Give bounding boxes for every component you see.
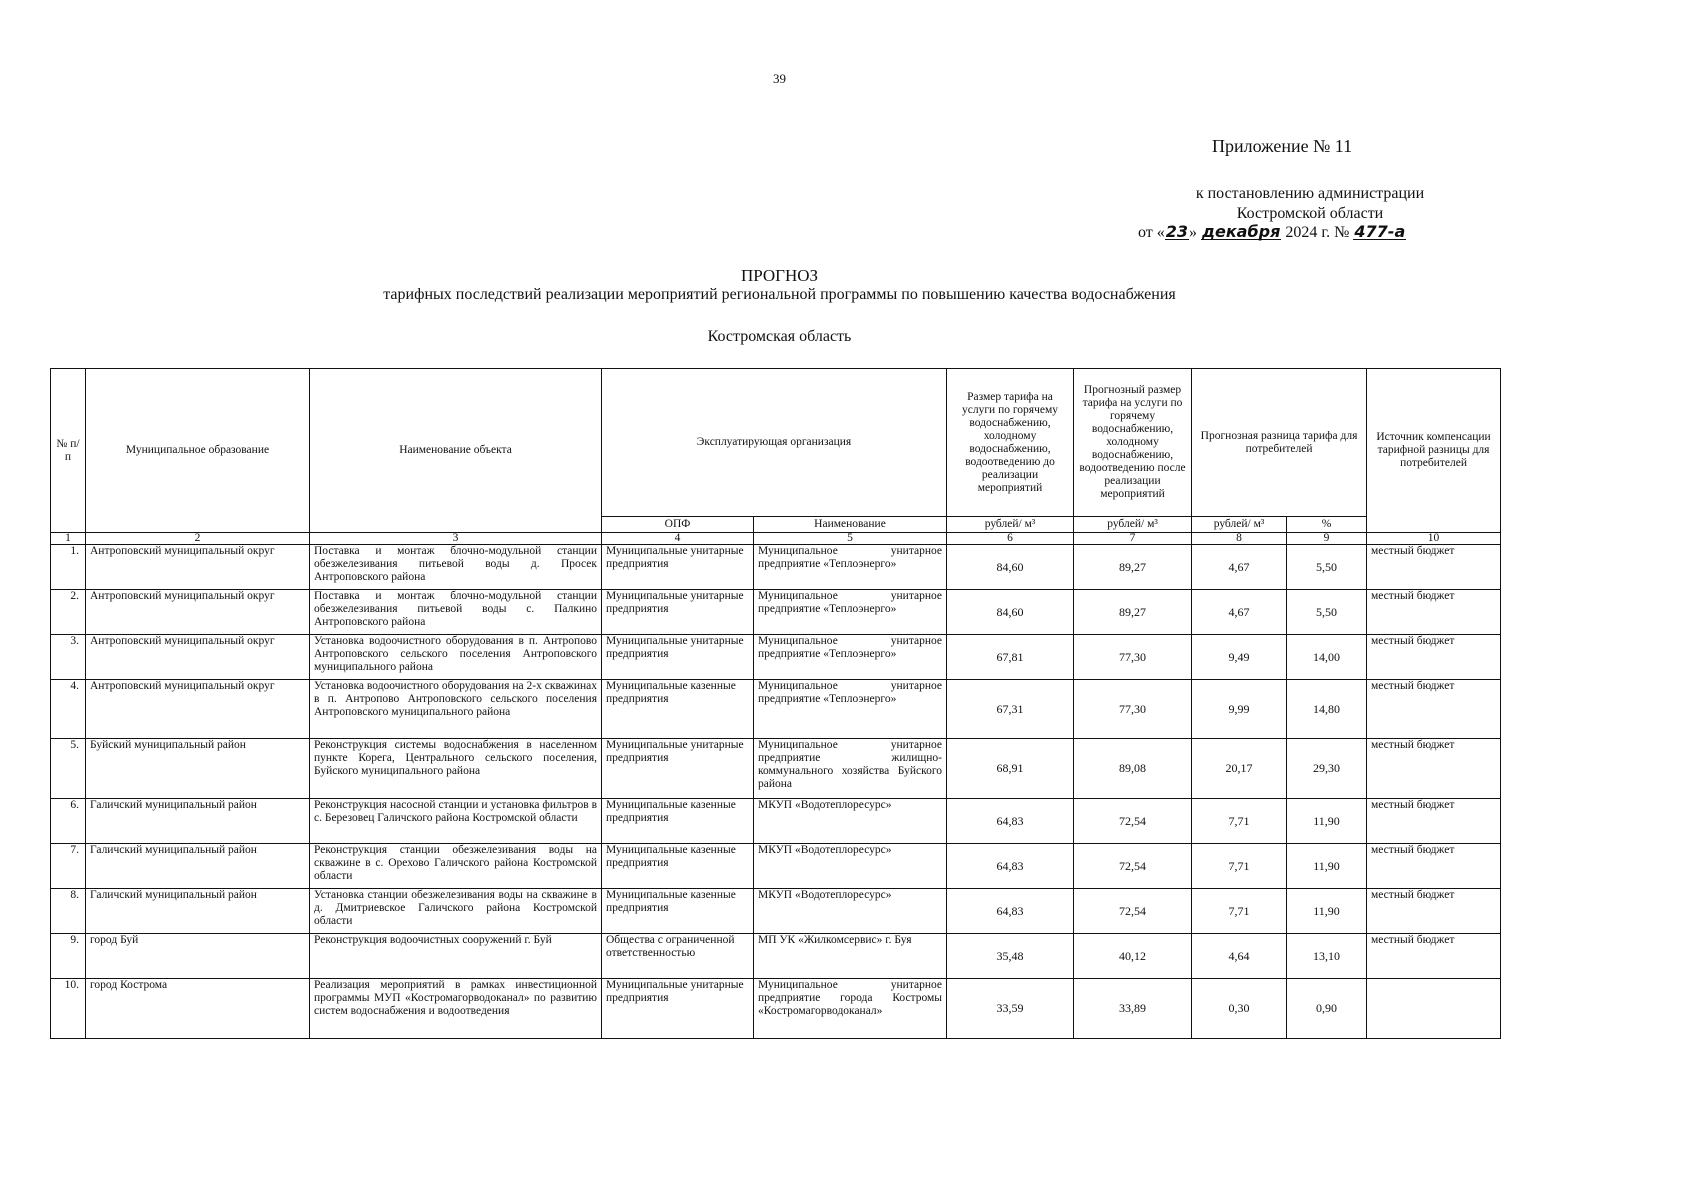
table-row [51,545,1501,590]
tariff-before-cell: 35,48 [947,934,1074,979]
difference-rub-cell: 9,99 [1192,680,1287,739]
difference-pct-cell: 11,90 [1287,844,1367,889]
header-tariff-before: Размер тарифа на услуги по горячему водоснабжению, холодному водоснабжению, водоотведению до реализации мероприятий [947,369,1074,517]
object-cell: Реконструкция водоочистных сооружений г. Буй [310,934,602,979]
region-name: Костромская область [707,328,852,345]
column-number: 9 [1287,533,1367,545]
organization-cell: МП УК «Жилкомсервис» г. Буя [754,934,947,979]
tariff-forecast-table [50,368,1501,1039]
handwritten-number: 477-а [1354,222,1406,241]
tariff-before-cell: 67,31 [947,680,1074,739]
source-cell: местный бюджет [1367,739,1501,799]
header-object: Наименование объекта [310,369,602,533]
table-row [51,979,1501,1039]
page-number: 39 [773,71,786,86]
column-number: 1 [51,533,86,545]
organization-cell: МКУП «Водотеплоресурс» [754,799,947,844]
column-number-row [51,533,1501,545]
table-row [51,590,1501,635]
opf-cell: Муниципальные унитарные предприятия [602,545,754,590]
object-cell: Реконструкция системы водоснабжения в населенном пункте Корега, Центрального сельского поселения, Буйского муниципального района [310,739,602,799]
difference-rub-cell: 4,67 [1192,590,1287,635]
tariff-after-cell: 89,27 [1074,545,1192,590]
tariff-before-cell: 64,83 [947,889,1074,934]
source-cell: местный бюджет [1367,799,1501,844]
column-number: 5 [754,533,947,545]
header-org-name: Наименование [754,517,947,533]
table-row [51,739,1501,799]
decree-line-2: Костромской области [1236,205,1384,222]
difference-pct-cell: 11,90 [1287,889,1367,934]
column-number: 2 [86,533,310,545]
difference-pct-cell: 14,00 [1287,635,1367,680]
municipality-cell: Антроповский муниципальный округ [86,545,310,590]
opf-cell: Муниципальные унитарные предприятия [602,590,754,635]
column-number: 10 [1367,533,1501,545]
difference-rub-cell: 4,67 [1192,545,1287,590]
difference-pct-cell: 5,50 [1287,545,1367,590]
header-unit-after: рублей/ м³ [1074,517,1192,533]
organization-cell: МКУП «Водотеплоресурс» [754,844,947,889]
header-difference: Прогнозная разница тарифа для потребителей [1192,369,1367,517]
header-municipality: Муниципальное образование [86,369,310,533]
municipality-cell: Галичский муниципальный район [86,889,310,934]
difference-rub-cell: 7,71 [1192,889,1287,934]
row-number: 2. [51,590,86,635]
header-org: Эксплуатирующая организация [602,369,947,517]
document-subtitle: тарифных последствий реализации мероприятий региональной программы по повышению качества водоснабжения [383,286,1176,303]
object-cell: Поставка и монтаж блочно-модульной станции обезжелезивания питьевой воды с. Палкино Антроповского района [310,590,602,635]
header-num: № п/п [51,369,86,533]
column-number: 6 [947,533,1074,545]
difference-rub-cell: 7,71 [1192,799,1287,844]
row-number: 4. [51,680,86,739]
document-title: ПРОГНОЗ [740,266,819,285]
source-cell: местный бюджет [1367,680,1501,739]
organization-cell: Муниципальное унитарное предприятие «Теплоэнерго» [754,635,947,680]
tariff-before-cell: 84,60 [947,545,1074,590]
object-cell: Установка водоочистного оборудования в п. Антропово Антроповского сельского поселения Антроповского муниципального района [310,635,602,680]
object-cell: Реализация мероприятий в рамках инвестиционной программы МУП «Костромагорводоканал» по развитию систем водоснабжения и водоотведения [310,979,602,1039]
table-row [51,635,1501,680]
decree-date-line [1138,224,1406,242]
column-number: 8 [1192,533,1287,545]
difference-rub-cell: 4,64 [1192,934,1287,979]
object-cell: Установка водоочистного оборудования на 2-х скважинах в п. Антропово Антроповского сельского поселения Антроповского муниципального района [310,680,602,739]
opf-cell: Муниципальные казенные предприятия [602,844,754,889]
table-row [51,934,1501,979]
difference-pct-cell: 29,30 [1287,739,1367,799]
tariff-before-cell: 64,83 [947,844,1074,889]
organization-cell: Муниципальное унитарное предприятие «Теплоэнерго» [754,680,947,739]
header-tariff-after: Прогнозный размер тарифа на услуги по горячему водоснабжению, холодному водоснабжению, водоотведению после реализации мероприятий [1074,369,1192,517]
table-row [51,844,1501,889]
source-cell [1367,979,1501,1039]
municipality-cell: Галичский муниципальный район [86,799,310,844]
organization-cell: Муниципальное унитарное предприятие «Теплоэнерго» [754,545,947,590]
row-number: 5. [51,739,86,799]
municipality-cell: Галичский муниципальный район [86,844,310,889]
row-number: 7. [51,844,86,889]
tariff-after-cell: 77,30 [1074,680,1192,739]
tariff-before-cell: 33,59 [947,979,1074,1039]
object-cell: Реконструкция насосной станции и установка фильтров в с. Березовец Галичского района Костромской области [310,799,602,844]
municipality-cell: Антроповский муниципальный округ [86,635,310,680]
decree-year: 2024 г. № [1285,224,1350,241]
tariff-before-cell: 64,83 [947,799,1074,844]
header-source: Источник компенсации тарифной разницы для потребителей [1367,369,1501,533]
header-unit-diff: рублей/ м³ [1192,517,1287,533]
header-unit-before: рублей/ м³ [947,517,1074,533]
source-cell: местный бюджет [1367,590,1501,635]
municipality-cell: город Буй [86,934,310,979]
difference-pct-cell: 11,90 [1287,799,1367,844]
municipality-cell: Антроповский муниципальный округ [86,590,310,635]
tariff-before-cell: 84,60 [947,590,1074,635]
row-number: 3. [51,635,86,680]
organization-cell: МКУП «Водотеплоресурс» [754,889,947,934]
municipality-cell: город Кострома [86,979,310,1039]
organization-cell: Муниципальное унитарное предприятие города Костромы «Костромагорводоканал» [754,979,947,1039]
difference-rub-cell: 7,71 [1192,844,1287,889]
column-number: 7 [1074,533,1192,545]
tariff-after-cell: 72,54 [1074,799,1192,844]
difference-rub-cell: 9,49 [1192,635,1287,680]
tariff-after-cell: 72,54 [1074,889,1192,934]
row-number: 9. [51,934,86,979]
organization-cell: Муниципальное унитарное предприятие «Теплоэнерго» [754,590,947,635]
difference-pct-cell: 5,50 [1287,590,1367,635]
opf-cell: Муниципальные унитарные предприятия [602,739,754,799]
object-cell: Реконструкция станции обезжелезивания воды на скважине в с. Орехово Галичского района Костромской области [310,844,602,889]
row-number: 1. [51,545,86,590]
column-number: 4 [602,533,754,545]
row-number: 8. [51,889,86,934]
header-unit-pct: % [1287,517,1367,533]
appendix-number: Приложение № 11 [1212,136,1353,156]
difference-rub-cell: 0,30 [1192,979,1287,1039]
tariff-after-cell: 89,27 [1074,590,1192,635]
table-row [51,680,1501,739]
header-opf: ОПФ [602,517,754,533]
municipality-cell: Буйский муниципальный район [86,739,310,799]
opf-cell: Муниципальные унитарные предприятия [602,635,754,680]
table-row [51,799,1501,844]
row-number: 10. [51,979,86,1039]
tariff-before-cell: 67,81 [947,635,1074,680]
opf-cell: Муниципальные унитарные предприятия [602,979,754,1039]
object-cell: Поставка и монтаж блочно-модульной станции обезжелезивания питьевой воды д. Просек Антроповского района [310,545,602,590]
municipality-cell: Антроповский муниципальный округ [86,680,310,739]
opf-cell: Муниципальные казенные предприятия [602,680,754,739]
source-cell: местный бюджет [1367,934,1501,979]
tariff-after-cell: 89,08 [1074,739,1192,799]
source-cell: местный бюджет [1367,889,1501,934]
difference-rub-cell: 20,17 [1192,739,1287,799]
difference-pct-cell: 14,80 [1287,680,1367,739]
tariff-after-cell: 33,89 [1074,979,1192,1039]
tariff-before-cell: 68,91 [947,739,1074,799]
opf-cell: Муниципальные казенные предприятия [602,889,754,934]
handwritten-day: 23 [1165,222,1189,241]
row-number: 6. [51,799,86,844]
organization-cell: Муниципальное унитарное предприятие жилищно-коммунального хозяйства Буйского района [754,739,947,799]
object-cell: Установка станции обезжелезивания воды на скважине в д. Дмитриевское Галичского района Костромской области [310,889,602,934]
difference-pct-cell: 13,10 [1287,934,1367,979]
source-cell: местный бюджет [1367,635,1501,680]
decree-quote-close: » [1189,224,1198,241]
decree-line-1: к постановлению администрации [1195,185,1425,202]
tariff-after-cell: 40,12 [1074,934,1192,979]
decree-prefix: от « [1138,224,1165,241]
source-cell: местный бюджет [1367,545,1501,590]
tariff-after-cell: 72,54 [1074,844,1192,889]
tariff-after-cell: 77,30 [1074,635,1192,680]
difference-pct-cell: 0,90 [1287,979,1367,1039]
column-number: 3 [310,533,602,545]
opf-cell: Муниципальные казенные предприятия [602,799,754,844]
table-row [51,889,1501,934]
handwritten-month: декабря [1202,222,1281,241]
opf-cell: Общества с ограниченной ответственностью [602,934,754,979]
source-cell: местный бюджет [1367,844,1501,889]
